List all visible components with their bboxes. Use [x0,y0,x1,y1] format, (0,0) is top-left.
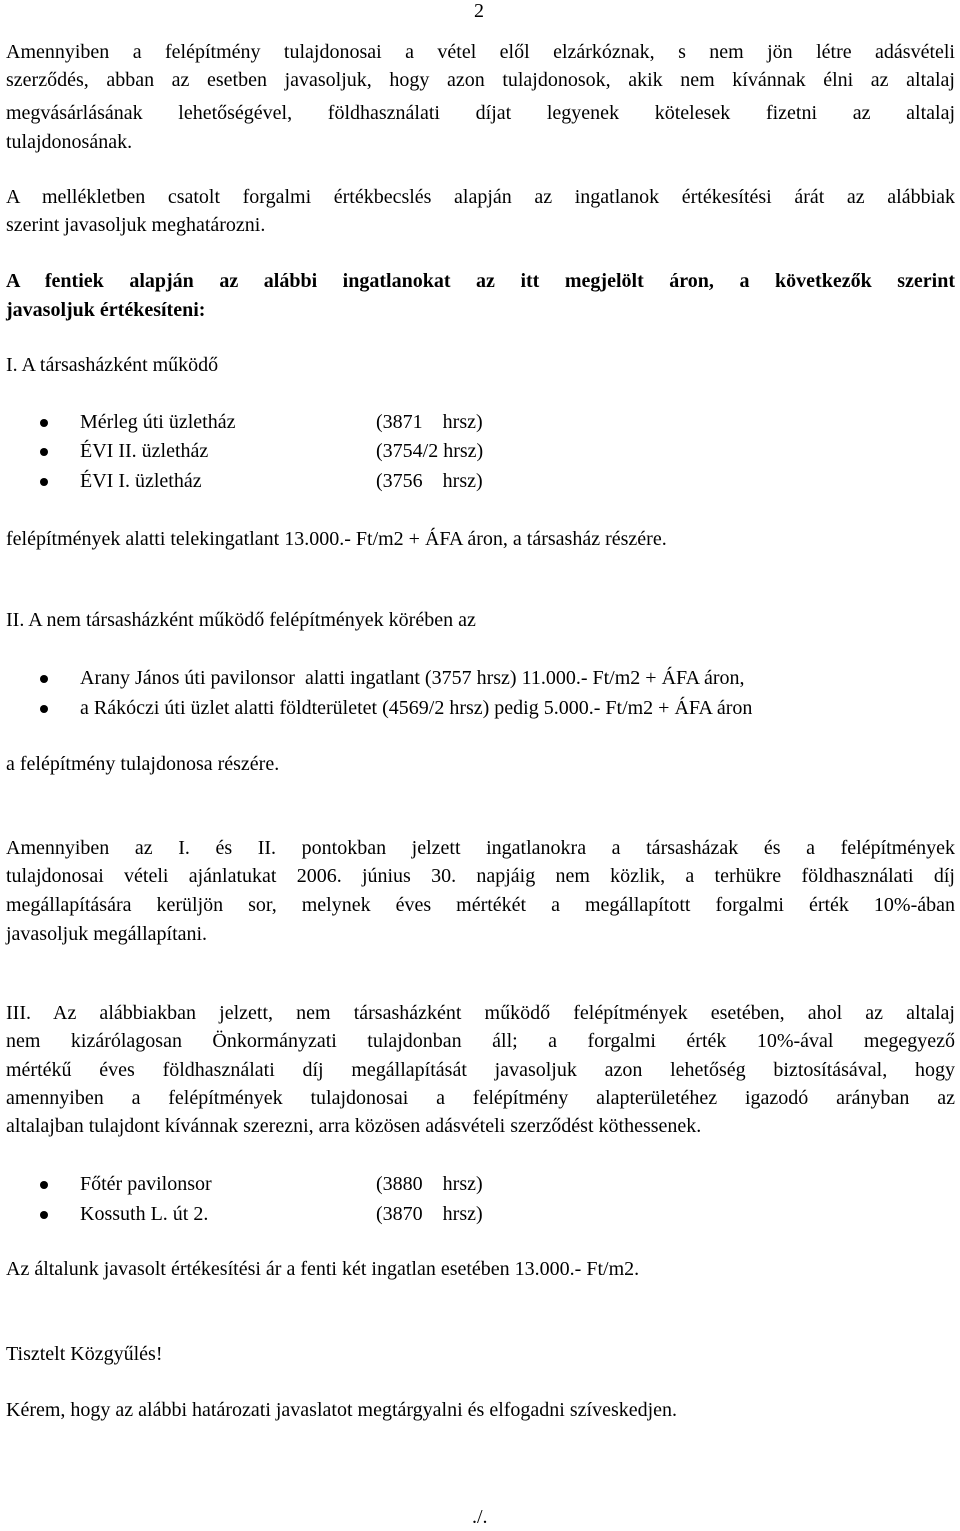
bullet-icon [40,419,48,427]
property-code: (3756 hrsz) [376,470,483,492]
property-name: Kossuth L. út 2. [80,1203,209,1225]
section3-closing: Az általunk javasolt értékesítési ár a fenti két ingatlan esetében 13.000.- Ft/m2. [6,1258,640,1280]
bullet-icon [40,478,48,486]
bullet-icon [40,1211,48,1219]
bullet-icon [40,1181,48,1189]
para3-line-1: A fentiek alapján az alábbi ingatlanokat az itt megjelölt áron, a következők szerint [6,270,955,292]
section1-heading: I. A társasházként működő [6,354,219,376]
property-code: (3871 hrsz) [376,411,483,433]
bullet-icon [40,448,48,456]
list-item [0,408,960,436]
page-number: 2 [474,0,484,22]
list-item [0,664,960,692]
salutation: Tisztelt Közgyűlés! [6,1343,163,1365]
para4-line-1: Amennyiben az I. és II. pontokban jelzett ingatlanokra a társasházak és a felépítmények [6,837,955,859]
para1-line-1: Amennyiben a felépítmény tulajdonosai a vétel elől elzárkóznak, s nem jön létre adásvételi [6,41,955,63]
property-name: ÉVI II. üzletház [80,440,209,462]
list-item [0,467,960,495]
property-line: a Rákóczi úti üzlet alatti földterületet (4569/2 hrsz) pedig 5.000.- Ft/m2 + ÁFA áron [80,697,753,719]
para2-line-1: A mellékletben csatolt forgalmi értékbecslés alapján az ingatlanok értékesítési árát az alábbiak [6,186,955,208]
para4-line-3: megállapítására kerüljön sor, melynek éves mértékét a megállapított forgalmi érték 10%-ában [6,894,955,916]
page-footer-mark: ./. [472,1506,488,1528]
list-item [0,694,960,722]
property-code: (3880 hrsz) [376,1173,483,1195]
section3-line-2: nem kizárólagosan Önkormányzati tulajdonban áll; a forgalmi érték 10%-ával megegyező [6,1030,955,1052]
section3-line-3: mértékű éves földhasználati díj megállapítását javasoljuk azon lehetőség biztosításával, hogy [6,1059,955,1081]
list-item [0,1170,960,1198]
section1-closing: felépítmények alatti telekingatlant 13.000.- Ft/m2 + ÁFA áron, a társasház részére. [6,528,667,550]
section2-closing: a felépítmény tulajdonosa részére. [6,753,280,775]
bullet-icon [40,705,48,713]
property-code: (3870 hrsz) [376,1203,483,1225]
list-item [0,437,960,465]
para1-line-3: megvásárlásának lehetőségével, földhasználati díjat legyenek kötelesek fizetni az altalaj [6,102,955,124]
request-text: Kérem, hogy az alábbi határozati javaslatot megtárgyalni és elfogadni szíveskedjen. [6,1399,678,1421]
para2-line-2: szerint javasoljuk meghatározni. [6,214,266,236]
section3-line-1: III. Az alábbiakban jelzett, nem társasházként működő felépítmények esetében, ahol az altalaj [6,1002,955,1024]
property-name: Mérleg úti üzletház [80,411,236,433]
para3-line-2: javasoljuk értékesíteni: [6,299,206,321]
para4-line-4: javasoljuk megállapítani. [6,923,208,945]
property-name: ÉVI I. üzletház [80,470,202,492]
para1-line-4: tulajdonosának. [6,131,133,153]
section3-line-4: amennyiben a felépítmények tulajdonosai a felépítmény alapterületéhez igazodó arányban az [6,1087,955,1109]
para4-line-2: tulajdonosai vételi ajánlatukat 2006. június 30. napjáig nem közlik, a terhükre földhasználati díj [6,865,955,887]
property-line: Arany János úti pavilonsor alatti ingatlant (3757 hrsz) 11.000.- Ft/m2 + ÁFA áron, [80,667,745,689]
bullet-icon [40,675,48,683]
property-name: Főtér pavilonsor [80,1173,212,1195]
property-code: (3754/2 hrsz) [376,440,484,462]
para1-line-2: szerződés, abban az esetben javasoljuk, hogy azon tulajdonosok, akik nem kívánnak élni az altalaj [6,69,955,91]
section2-heading: II. A nem társasházként működő felépítmények körében az [6,609,476,631]
list-item [0,1200,960,1228]
section3-line-5: altalajban tulajdont kívánnak szerezni, arra közösen adásvételi szerződést köthessenek. [6,1115,702,1137]
